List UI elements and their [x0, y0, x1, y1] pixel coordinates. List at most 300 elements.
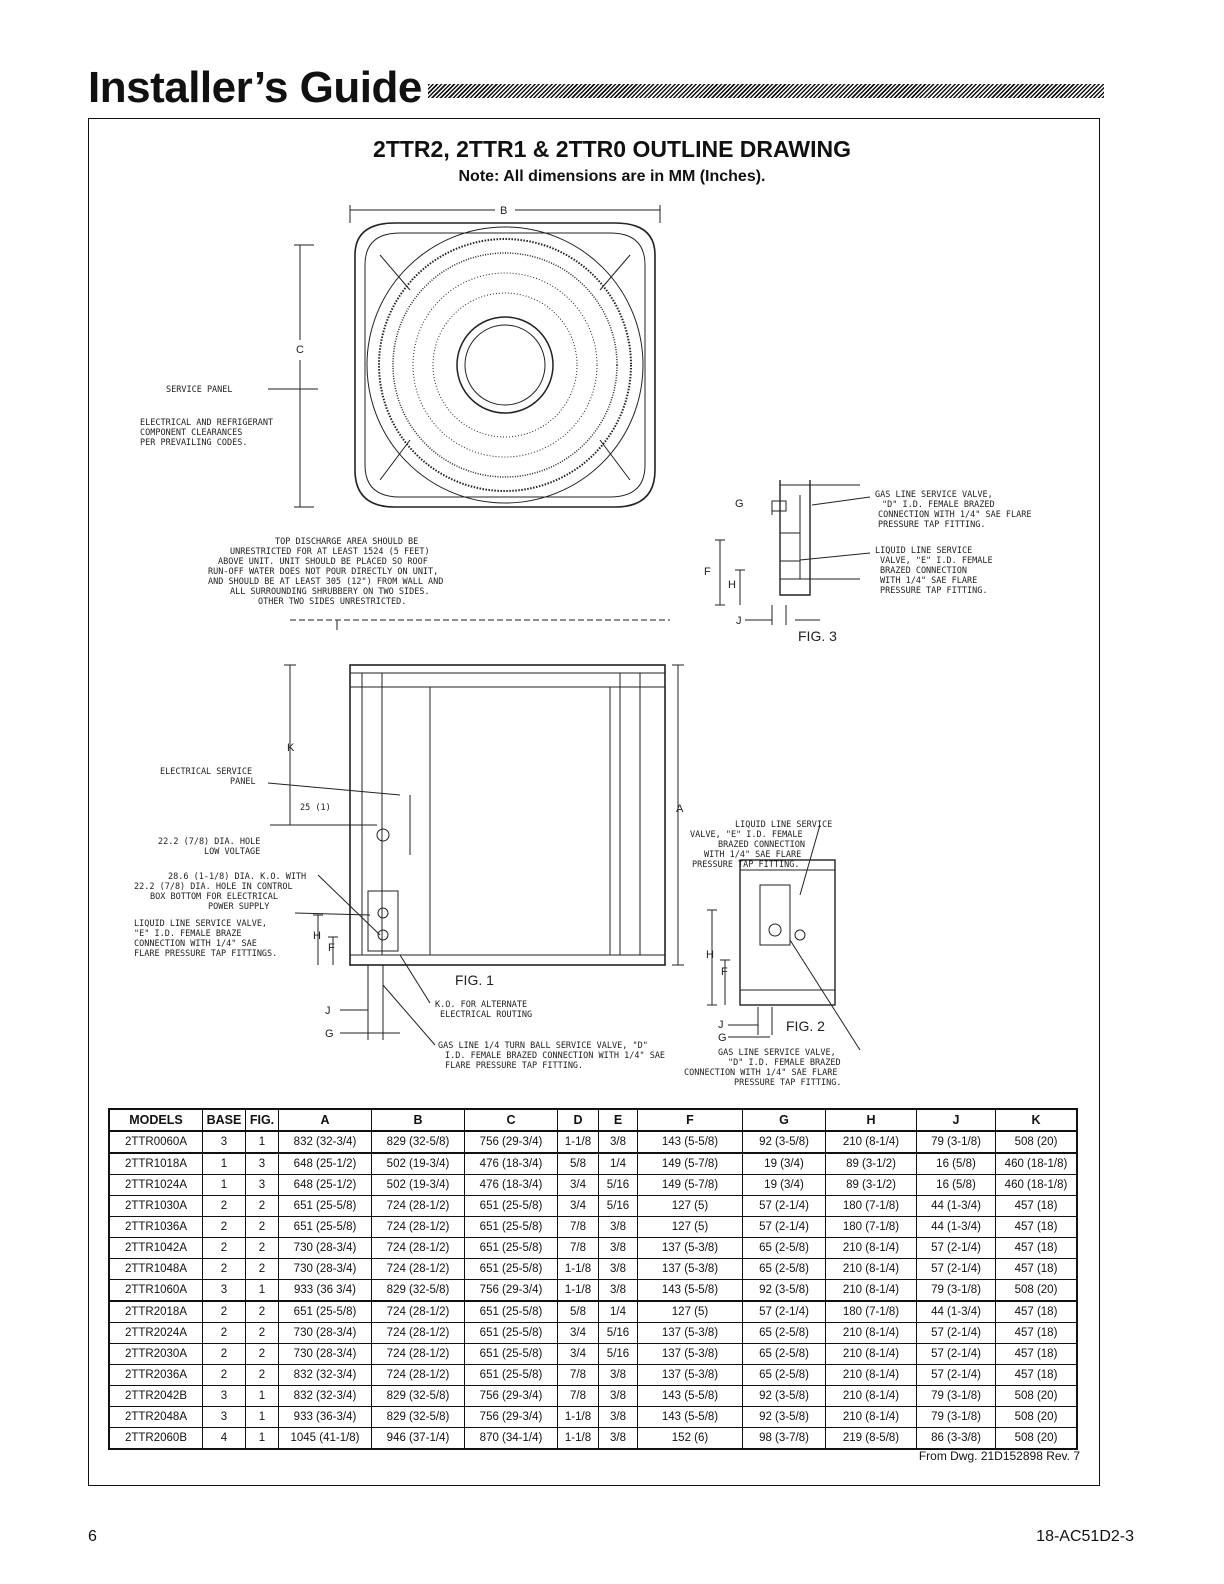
table-cell: 476 (18-3/4): [465, 1153, 558, 1175]
table-cell: 724 (28-1/2): [372, 1344, 465, 1365]
table-cell: 3/8: [599, 1238, 638, 1259]
table-cell: 5/8: [558, 1153, 599, 1175]
table-cell: 57 (2-1/4): [743, 1301, 826, 1323]
col-d: D: [558, 1109, 599, 1131]
table-cell: 730 (28-3/4): [279, 1323, 372, 1344]
table-cell: 3/8: [599, 1365, 638, 1386]
table-cell: 2TTR2018A: [109, 1301, 203, 1323]
table-cell: 89 (3-1/2): [826, 1175, 917, 1196]
table-row: [109, 1344, 1077, 1365]
table-row: [109, 1238, 1077, 1259]
drawing-source: From Dwg. 21D152898 Rev. 7: [918, 1449, 1080, 1463]
table-cell: 7/8: [558, 1238, 599, 1259]
table-cell: 1: [246, 1407, 279, 1428]
fig1-liquid-2: "E" I.D. FEMALE BRAZE: [134, 929, 242, 939]
table-cell: 1045 (41-1/8): [279, 1428, 372, 1450]
table-cell: 57 (2-1/4): [743, 1217, 826, 1238]
fig3-liquid-4: WITH 1/4" SAE FLARE: [880, 576, 978, 586]
table-cell: 2TTR2024A: [109, 1323, 203, 1344]
table-cell: 137 (5-3/8): [638, 1323, 743, 1344]
fig2-dim-j: J: [718, 1019, 724, 1031]
table-cell: 651 (25-5/8): [465, 1238, 558, 1259]
col-c: C: [465, 1109, 558, 1131]
table-cell: 460 (18-1/8): [996, 1175, 1078, 1196]
table-row: [109, 1301, 1077, 1323]
table-cell: 3/8: [599, 1131, 638, 1153]
table-cell: 1-1/8: [558, 1407, 599, 1428]
table-cell: 1: [246, 1131, 279, 1153]
table-cell: 2: [203, 1323, 246, 1344]
table-cell: 57 (2-1/4): [743, 1196, 826, 1217]
fig2-gas-1: GAS LINE SERVICE VALVE,: [718, 1048, 836, 1058]
table-cell: 210 (8-1/4): [826, 1344, 917, 1365]
fig1-dim-f: F: [328, 942, 335, 954]
fig1-ko-4: POWER SUPPLY: [208, 902, 270, 912]
table-cell: 180 (7-1/8): [826, 1217, 917, 1238]
discharge-note-6: ALL SURROUNDING SHRUBBERY ON TWO SIDES.: [230, 587, 430, 597]
table-row: [109, 1280, 1077, 1302]
discharge-note-1: TOP DISCHARGE AREA SHOULD BE: [275, 537, 419, 547]
table-cell: 2: [203, 1259, 246, 1280]
table-cell: 65 (2-5/8): [743, 1259, 826, 1280]
table-cell: 44 (1-3/4): [917, 1301, 996, 1323]
col-a: A: [279, 1109, 372, 1131]
table-cell: 210 (8-1/4): [826, 1386, 917, 1407]
fig3-gas-1: GAS LINE SERVICE VALVE,: [875, 490, 993, 500]
table-cell: 2: [203, 1301, 246, 1323]
table-cell: 3/4: [558, 1175, 599, 1196]
table-cell: 457 (18): [996, 1238, 1078, 1259]
table-cell: 724 (28-1/2): [372, 1301, 465, 1323]
fig1-ko-alt-2: ELECTRICAL ROUTING: [440, 1010, 533, 1020]
table-cell: 756 (29-3/4): [465, 1280, 558, 1302]
table-cell: 457 (18): [996, 1365, 1078, 1386]
table-cell: 210 (8-1/4): [826, 1131, 917, 1153]
table-cell: 210 (8-1/4): [826, 1365, 917, 1386]
table-cell: 457 (18): [996, 1344, 1078, 1365]
table-cell: 44 (1-3/4): [917, 1196, 996, 1217]
table-cell: 127 (5): [638, 1196, 743, 1217]
table-cell: 5/16: [599, 1344, 638, 1365]
fig2-label: FIG. 2: [786, 1018, 825, 1034]
table-cell: 829 (32-5/8): [372, 1386, 465, 1407]
header-rule: [428, 84, 1104, 98]
table-cell: 79 (3-1/8): [917, 1131, 996, 1153]
fig1-dim-j: J: [325, 1005, 331, 1017]
table-cell: 502 (19-3/4): [372, 1175, 465, 1196]
table-cell: 5/8: [558, 1301, 599, 1323]
table-cell: 92 (3-5/8): [743, 1280, 826, 1302]
table-cell: 65 (2-5/8): [743, 1323, 826, 1344]
table-cell: 457 (18): [996, 1196, 1078, 1217]
fig1-label: FIG. 1: [455, 972, 494, 988]
fig2-gas-3: CONNECTION WITH 1/4" SAE FLARE: [684, 1068, 838, 1078]
fig2-liquid-2: VALVE, "E" I.D. FEMALE: [690, 830, 803, 840]
table-cell: 508 (20): [996, 1280, 1078, 1302]
page-number: 6: [88, 1528, 97, 1545]
table-cell: 933 (36 3/4): [279, 1280, 372, 1302]
fig1-panel-2: PANEL: [230, 777, 256, 787]
col-g: G: [743, 1109, 826, 1131]
table-cell: 2: [246, 1344, 279, 1365]
table-cell: 2TTR1018A: [109, 1153, 203, 1175]
fig1-hole-1: 22.2 (7/8) DIA. HOLE: [158, 837, 261, 847]
discharge-note-7: OTHER TWO SIDES UNRESTRICTED.: [258, 597, 407, 607]
table-cell: 651 (25-5/8): [279, 1301, 372, 1323]
table-cell: 3: [203, 1131, 246, 1153]
drawing-note: Note: All dimensions are in MM (Inches).: [458, 168, 766, 185]
table-body: [109, 1131, 1077, 1449]
fig1-ko-2: 22.2 (7/8) DIA. HOLE IN CONTROL: [134, 882, 293, 892]
table-cell: 149 (5-7/8): [638, 1175, 743, 1196]
table-cell: 1: [246, 1280, 279, 1302]
fig1-gas-3: FLARE PRESSURE TAP FITTING.: [445, 1061, 584, 1071]
clearance-note-1: ELECTRICAL AND REFRIGERANT: [140, 418, 274, 428]
table-cell: 2: [246, 1301, 279, 1323]
table-cell: 1-1/8: [558, 1428, 599, 1450]
table-cell: 5/16: [599, 1196, 638, 1217]
fig1-dim-g: G: [325, 1028, 334, 1040]
table-cell: 143 (5-5/8): [638, 1407, 743, 1428]
table-cell: 3: [246, 1153, 279, 1175]
table-cell: 89 (3-1/2): [826, 1153, 917, 1175]
table-cell: 3/8: [599, 1259, 638, 1280]
table-cell: 3/8: [599, 1386, 638, 1407]
fig2-liquid-1: LIQUID LINE SERVICE: [735, 820, 833, 830]
table-cell: 65 (2-5/8): [743, 1365, 826, 1386]
table-cell: 829 (32-5/8): [372, 1407, 465, 1428]
table-cell: 457 (18): [996, 1259, 1078, 1280]
service-panel-label: SERVICE PANEL: [166, 385, 233, 395]
table-cell: 2: [203, 1344, 246, 1365]
table-cell: 2TTR2060B: [109, 1428, 203, 1450]
fig2-dim-g: G: [718, 1032, 727, 1044]
guide-title: Installer’s Guide: [88, 63, 422, 112]
fig2-liquid-4: WITH 1/4" SAE FLARE: [704, 850, 802, 860]
table-cell: 2TTR2036A: [109, 1365, 203, 1386]
table-cell: 92 (3-5/8): [743, 1407, 826, 1428]
table-cell: 829 (32-5/8): [372, 1280, 465, 1302]
col-base: BASE: [203, 1109, 246, 1131]
table-cell: 724 (28-1/2): [372, 1238, 465, 1259]
table-cell: 86 (3-3/8): [917, 1428, 996, 1450]
table-cell: 651 (25-5/8): [279, 1196, 372, 1217]
fig3-liquid-3: BRAZED CONNECTION: [880, 566, 967, 576]
fig2-liquid-5: PRESSURE TAP FITTING.: [692, 860, 800, 870]
table-row: [109, 1386, 1077, 1407]
fig1-panel-1: ELECTRICAL SERVICE: [160, 767, 253, 777]
discharge-note-3: ABOVE UNIT. UNIT SHOULD BE PLACED SO ROOF: [218, 557, 428, 567]
fig1-gas-2: I.D. FEMALE BRAZED CONNECTION WITH 1/4" SAE: [445, 1051, 666, 1061]
table-cell: 946 (37-1/4): [372, 1428, 465, 1450]
table-cell: 1-1/8: [558, 1280, 599, 1302]
table-cell: 2TTR1042A: [109, 1238, 203, 1259]
table-cell: 1/4: [599, 1301, 638, 1323]
table-cell: 210 (8-1/4): [826, 1259, 917, 1280]
col-k: K: [996, 1109, 1078, 1131]
table-cell: 508 (20): [996, 1131, 1078, 1153]
table-header-row: [109, 1109, 1077, 1131]
table-cell: 2TTR2042B: [109, 1386, 203, 1407]
fig3-dim-f: F: [704, 566, 711, 578]
table-row: [109, 1428, 1077, 1450]
table-cell: 57 (2-1/4): [917, 1344, 996, 1365]
discharge-note-2: UNRESTRICTED FOR AT LEAST 1524 (5 FEET): [230, 547, 430, 557]
table-cell: 137 (5-3/8): [638, 1259, 743, 1280]
table-cell: 832 (32-3/4): [279, 1386, 372, 1407]
fig1-dim-25: 25 (1): [300, 803, 331, 813]
col-e: E: [599, 1109, 638, 1131]
table-cell: 180 (7-1/8): [826, 1301, 917, 1323]
table-cell: 724 (28-1/2): [372, 1365, 465, 1386]
table-cell: 3: [203, 1280, 246, 1302]
table-cell: 3/8: [599, 1428, 638, 1450]
top-view-labels: [140, 205, 507, 607]
table-cell: 2: [203, 1365, 246, 1386]
table-cell: 65 (2-5/8): [743, 1238, 826, 1259]
fig2-dim-f: F: [721, 966, 728, 978]
table-cell: 79 (3-1/8): [917, 1407, 996, 1428]
table-cell: 724 (28-1/2): [372, 1196, 465, 1217]
table-cell: 1: [246, 1428, 279, 1450]
table-cell: 829 (32-5/8): [372, 1131, 465, 1153]
fig3-dim-j: J: [736, 615, 742, 627]
table-cell: 651 (25-5/8): [465, 1323, 558, 1344]
drawing-title: 2TTR2, 2TTR1 & 2TTR0 OUTLINE DRAWING: [373, 136, 851, 162]
table-cell: 933 (36-3/4): [279, 1407, 372, 1428]
fig3-liquid-1: LIQUID LINE SERVICE: [875, 546, 973, 556]
table-cell: 143 (5-5/8): [638, 1131, 743, 1153]
table-cell: 57 (2-1/4): [917, 1259, 996, 1280]
table-cell: 5/16: [599, 1323, 638, 1344]
table-cell: 724 (28-1/2): [372, 1323, 465, 1344]
table-cell: 2: [246, 1259, 279, 1280]
fig3-label: FIG. 3: [798, 628, 837, 644]
table-cell: 92 (3-5/8): [743, 1131, 826, 1153]
fig1-ko-3: BOX BOTTOM FOR ELECTRICAL: [150, 892, 278, 902]
table-cell: 2: [203, 1196, 246, 1217]
table-row: [109, 1365, 1077, 1386]
table-cell: 57 (2-1/4): [917, 1238, 996, 1259]
table-cell: 143 (5-5/8): [638, 1386, 743, 1407]
col-h: H: [826, 1109, 917, 1131]
table-cell: 2TTR0060A: [109, 1131, 203, 1153]
table-cell: 457 (18): [996, 1301, 1078, 1323]
table-row: [109, 1259, 1077, 1280]
fig2-liquid-3: BRAZED CONNECTION: [718, 840, 805, 850]
table-cell: 2: [203, 1217, 246, 1238]
fig3-gas-3: CONNECTION WITH 1/4" SAE FLARE: [878, 510, 1032, 520]
table-cell: 870 (34-1/4): [465, 1428, 558, 1450]
table-cell: 508 (20): [996, 1386, 1078, 1407]
table-cell: 2: [203, 1238, 246, 1259]
table-cell: 508 (20): [996, 1428, 1078, 1450]
table-cell: 3: [203, 1386, 246, 1407]
col-j: J: [917, 1109, 996, 1131]
fig1-liquid-4: FLARE PRESSURE TAP FITTINGS.: [134, 949, 278, 959]
table-cell: 210 (8-1/4): [826, 1238, 917, 1259]
outline-drawing: [100, 195, 1100, 1100]
table-cell: 98 (3-7/8): [743, 1428, 826, 1450]
table-cell: 730 (28-3/4): [279, 1238, 372, 1259]
col-models: MODELS: [109, 1109, 203, 1131]
table-cell: 137 (5-3/8): [638, 1365, 743, 1386]
table-cell: 65 (2-5/8): [743, 1344, 826, 1365]
table-cell: 3/4: [558, 1196, 599, 1217]
table-cell: 210 (8-1/4): [826, 1407, 917, 1428]
table-cell: 730 (28-3/4): [279, 1344, 372, 1365]
table-cell: 756 (29-3/4): [465, 1386, 558, 1407]
table-cell: 137 (5-3/8): [638, 1238, 743, 1259]
table-cell: 1-1/8: [558, 1259, 599, 1280]
table-cell: 1: [246, 1386, 279, 1407]
table-cell: 219 (8-5/8): [826, 1428, 917, 1450]
table-cell: 92 (3-5/8): [743, 1386, 826, 1407]
fig1-ko-alt-1: K.O. FOR ALTERNATE: [435, 1000, 528, 1010]
table-cell: 16 (5/8): [917, 1153, 996, 1175]
table-cell: 7/8: [558, 1217, 599, 1238]
table-cell: 502 (19-3/4): [372, 1153, 465, 1175]
discharge-note-5: AND SHOULD BE AT LEAST 305 (12") FROM WALL AND: [208, 577, 444, 587]
table-cell: 57 (2-1/4): [917, 1365, 996, 1386]
table-cell: 651 (25-5/8): [279, 1217, 372, 1238]
table-cell: 7/8: [558, 1386, 599, 1407]
table-cell: 3: [246, 1175, 279, 1196]
clearance-note-2: COMPONENT CLEARANCES: [140, 428, 243, 438]
table-cell: 651 (25-5/8): [465, 1259, 558, 1280]
table-cell: 2TTR1036A: [109, 1217, 203, 1238]
table-cell: 460 (18-1/8): [996, 1153, 1078, 1175]
table-cell: 127 (5): [638, 1217, 743, 1238]
table-cell: 651 (25-5/8): [465, 1365, 558, 1386]
fig1-dim-a: A: [676, 803, 684, 815]
table-cell: 651 (25-5/8): [465, 1196, 558, 1217]
table-cell: 724 (28-1/2): [372, 1259, 465, 1280]
page-header: [88, 62, 1104, 122]
table-cell: 3: [203, 1407, 246, 1428]
table-cell: 149 (5-7/8): [638, 1153, 743, 1175]
table-cell: 648 (25-1/2): [279, 1175, 372, 1196]
fig1-dim-h: H: [313, 930, 321, 942]
table-row: [109, 1131, 1077, 1153]
fig2-gas-4: PRESSURE TAP FITTING.: [734, 1078, 842, 1088]
table-cell: 756 (29-3/4): [465, 1407, 558, 1428]
dim-b: B: [500, 205, 508, 217]
table-cell: 2TTR1048A: [109, 1259, 203, 1280]
fig3-gas-2: "D" I.D. FEMALE BRAZED: [882, 500, 995, 510]
document-number: 18-AC51D2-3: [1036, 1528, 1134, 1545]
table-cell: 3/8: [599, 1280, 638, 1302]
table-cell: 2TTR1024A: [109, 1175, 203, 1196]
table-cell: 651 (25-5/8): [465, 1301, 558, 1323]
table-cell: 1/4: [599, 1153, 638, 1175]
clearance-note-3: PER PREVAILING CODES.: [140, 438, 248, 448]
table-cell: 5/16: [599, 1175, 638, 1196]
table-cell: 2TTR2048A: [109, 1407, 203, 1428]
discharge-note-4: RUN-OFF WATER DOES NOT POUR DIRECTLY ON UNIT,: [208, 567, 439, 577]
table-cell: 724 (28-1/2): [372, 1217, 465, 1238]
table-cell: 1: [203, 1153, 246, 1175]
fig1-ko-1: 28.6 (1-1/8) DIA. K.O. WITH: [168, 872, 307, 882]
fig3-liquid-5: PRESSURE TAP FITTING.: [880, 586, 988, 596]
fig1-labels: [134, 742, 684, 1071]
fig1-gas-1: GAS LINE 1/4 TURN BALL SERVICE VALVE, "D": [438, 1041, 648, 1051]
table-cell: 2: [246, 1238, 279, 1259]
table-cell: 210 (8-1/4): [826, 1280, 917, 1302]
table-cell: 3/8: [599, 1407, 638, 1428]
fig1-liquid-1: LIQUID LINE SERVICE VALVE,: [134, 919, 268, 929]
table-cell: 19 (3/4): [743, 1175, 826, 1196]
table-cell: 57 (2-1/4): [917, 1323, 996, 1344]
table-cell: 2: [246, 1217, 279, 1238]
table-cell: 2TTR2030A: [109, 1344, 203, 1365]
table-row: [109, 1217, 1077, 1238]
table-cell: 4: [203, 1428, 246, 1450]
table-row: [109, 1153, 1077, 1175]
table-cell: 79 (3-1/8): [917, 1386, 996, 1407]
table-cell: 457 (18): [996, 1217, 1078, 1238]
table-cell: 127 (5): [638, 1301, 743, 1323]
table-cell: 651 (25-5/8): [465, 1344, 558, 1365]
table-cell: 3/4: [558, 1344, 599, 1365]
table-cell: 7/8: [558, 1365, 599, 1386]
table-cell: 143 (5-5/8): [638, 1280, 743, 1302]
fig1-view: [268, 665, 684, 1045]
fig2-gas-2: "D" I.D. FEMALE BRAZED: [728, 1058, 841, 1068]
table-row: [109, 1407, 1077, 1428]
table-cell: 16 (5/8): [917, 1175, 996, 1196]
table-cell: 210 (8-1/4): [826, 1323, 917, 1344]
dim-c: C: [296, 344, 304, 356]
table-cell: 2TTR1030A: [109, 1196, 203, 1217]
fig1-hole-2: LOW VOLTAGE: [204, 847, 261, 857]
table-cell: 651 (25-5/8): [465, 1217, 558, 1238]
table-cell: 2: [246, 1365, 279, 1386]
table-row: [109, 1196, 1077, 1217]
fig3-labels: [704, 490, 1032, 644]
table-cell: 1: [203, 1175, 246, 1196]
table-cell: 137 (5-3/8): [638, 1344, 743, 1365]
table-cell: 79 (3-1/8): [917, 1280, 996, 1302]
col-b: B: [372, 1109, 465, 1131]
fig2-dim-h: H: [706, 949, 714, 961]
table-cell: 152 (6): [638, 1428, 743, 1450]
table-cell: 730 (28-3/4): [279, 1259, 372, 1280]
table-cell: 476 (18-3/4): [465, 1175, 558, 1196]
table-cell: 457 (18): [996, 1323, 1078, 1344]
fig3-dim-h: H: [728, 579, 736, 591]
table-cell: 832 (32-3/4): [279, 1365, 372, 1386]
table-cell: 3/4: [558, 1323, 599, 1344]
table-cell: 2TTR1060A: [109, 1280, 203, 1302]
table-row: [109, 1175, 1077, 1196]
fig1-liquid-3: CONNECTION WITH 1/4" SAE: [134, 939, 257, 949]
table-cell: 508 (20): [996, 1407, 1078, 1428]
table-cell: 1-1/8: [558, 1131, 599, 1153]
col-f: F: [638, 1109, 743, 1131]
fig3-gas-4: PRESSURE TAP FITTING.: [878, 520, 986, 530]
table-cell: 648 (25-1/2): [279, 1153, 372, 1175]
table-cell: 19 (3/4): [743, 1153, 826, 1175]
fig3-dim-g: G: [735, 498, 744, 510]
table-cell: 3/8: [599, 1217, 638, 1238]
col-fig: FIG.: [246, 1109, 279, 1131]
table-row: [109, 1323, 1077, 1344]
table-cell: 2: [246, 1196, 279, 1217]
table-cell: 756 (29-3/4): [465, 1131, 558, 1153]
table-cell: 44 (1-3/4): [917, 1217, 996, 1238]
table-cell: 832 (32-3/4): [279, 1131, 372, 1153]
